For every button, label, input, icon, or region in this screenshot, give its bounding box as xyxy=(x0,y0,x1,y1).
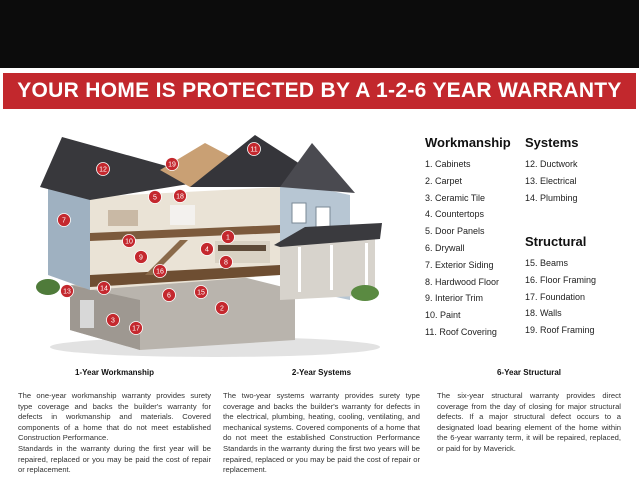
list-item: 19. Roof Framing xyxy=(525,325,595,336)
list-item: 1. Cabinets xyxy=(425,159,471,169)
marker-18 xyxy=(174,190,187,203)
marker-8 xyxy=(220,256,233,269)
description-title: 1-Year Workmanship xyxy=(75,368,154,377)
marker-5 xyxy=(149,191,162,204)
porch-column-1 xyxy=(298,247,301,292)
marker-9 xyxy=(135,251,148,264)
marker-13 xyxy=(61,285,74,298)
marker-label: 16 xyxy=(156,268,164,276)
list-item: 11. Roof Covering xyxy=(425,326,497,337)
marker-7 xyxy=(58,214,71,227)
marker-label: 3 xyxy=(111,317,115,325)
marker-14 xyxy=(98,282,111,295)
marker-label: 2 xyxy=(220,305,224,313)
marker-11 xyxy=(248,143,261,156)
description-body-2: Standards in the warranty during the first year will be repaired, replaced or you may be paid the cost of repair or replacement. xyxy=(18,443,211,475)
list-item: 18. Walls xyxy=(525,308,562,319)
kitchen-cabinets xyxy=(218,245,266,251)
top-black-band xyxy=(0,0,639,68)
marker-2 xyxy=(216,302,229,315)
marker-label: 11 xyxy=(250,146,258,154)
shrub-right xyxy=(351,285,379,301)
marker-label: 6 xyxy=(167,292,171,300)
workmanship-description xyxy=(18,368,211,476)
title-banner xyxy=(3,73,636,109)
right-window-upper xyxy=(292,203,306,223)
marker-1 xyxy=(222,231,235,244)
house-cutaway-illustration xyxy=(30,125,390,360)
structural-list xyxy=(525,234,596,339)
list-item: 12. Ductwork xyxy=(525,159,578,169)
bedroom-bed xyxy=(108,210,138,226)
marker-label: 1 xyxy=(226,234,230,242)
systems-heading: Systems xyxy=(525,135,579,150)
marker-16 xyxy=(154,265,167,278)
marker-4 xyxy=(201,243,214,256)
list-item: 3. Ceramic Tile xyxy=(425,192,486,203)
marker-15 xyxy=(195,286,208,299)
list-item: 10. Paint xyxy=(425,310,461,321)
systems-description xyxy=(223,368,420,476)
list-item: 4. Countertops xyxy=(425,209,485,220)
description-title: 6-Year Structural xyxy=(496,368,562,377)
description-title: 2-Year Systems xyxy=(291,368,352,377)
description-body: The two-year systems warranty provides surety type coverage and backs the builder's warranty for defects in the electrical, plumbing, heating, cooling, ventilating, and mechanical systems. Covered components of a home that do not meet the established Construction Performance Standards in the warranty during the first two years will be repaired, replaced or you may be paid the cost of repair or replacement. xyxy=(223,391,420,475)
marker-label: 18 xyxy=(176,193,184,201)
list-item: 2. Carpet xyxy=(425,175,463,186)
shrub-left xyxy=(36,279,60,295)
marker-label: 12 xyxy=(99,166,107,174)
marker-10 xyxy=(123,235,136,248)
porch-column-2 xyxy=(330,245,333,290)
marker-label: 5 xyxy=(153,194,157,202)
list-item: 9. Interior Trim xyxy=(425,293,484,304)
marker-label: 8 xyxy=(224,259,228,267)
marker-label: 4 xyxy=(205,246,209,254)
description-body: The six-year structural warranty provides direct coverage from the day of closing for major structural defects. If a major structural defect occurs to a designated load bearing element of the home within the 6-year warranty term, it will be repaired, replaced, or paid for by Maverick. xyxy=(437,391,621,453)
list-item: 8. Hardwood Floor xyxy=(425,276,500,287)
marker-3 xyxy=(107,314,120,327)
list-item: 14. Plumbing xyxy=(525,192,578,203)
porch-column-3 xyxy=(365,243,368,288)
structural-heading: Structural xyxy=(525,234,587,249)
systems-list xyxy=(525,135,578,206)
bathroom-fixtures xyxy=(170,205,195,225)
workmanship-list xyxy=(425,135,511,341)
list-item: 16. Floor Framing xyxy=(525,274,597,285)
marker-12 xyxy=(97,163,110,176)
marker-label: 19 xyxy=(168,161,176,169)
list-item: 6. Drywall xyxy=(425,242,465,253)
marker-17 xyxy=(130,322,143,335)
list-item: 17. Foundation xyxy=(525,291,586,302)
list-item: 7. Exterior Siding xyxy=(425,259,494,270)
marker-label: 13 xyxy=(63,288,71,296)
workmanship-heading: Workmanship xyxy=(425,135,511,150)
description-body: The one-year workmanship warranty provides surety type coverage and backs the builder's warranty for defects in workmanship and materials. Covered components of a home that do not meet established Construction Performance. xyxy=(18,391,211,443)
list-item: 13. Electrical xyxy=(525,175,577,186)
banner-title: YOUR HOME IS PROTECTED BY A 1-2-6 YEAR WARRANTY xyxy=(17,79,622,102)
marker-label: 10 xyxy=(125,238,133,246)
marker-label: 7 xyxy=(62,217,66,225)
marker-6 xyxy=(163,289,176,302)
right-window-upper-2 xyxy=(316,207,330,227)
list-item: 5. Door Panels xyxy=(425,226,485,237)
house-cutaway-svg xyxy=(30,125,390,360)
marker-label: 17 xyxy=(132,325,140,333)
water-heater xyxy=(80,300,94,328)
list-item: 15. Beams xyxy=(525,258,569,268)
marker-label: 15 xyxy=(197,289,205,297)
structural-description xyxy=(437,368,621,455)
marker-19 xyxy=(166,158,179,171)
marker-label: 14 xyxy=(100,285,108,293)
marker-label: 9 xyxy=(139,254,143,262)
left-siding-wall xyxy=(48,185,90,290)
